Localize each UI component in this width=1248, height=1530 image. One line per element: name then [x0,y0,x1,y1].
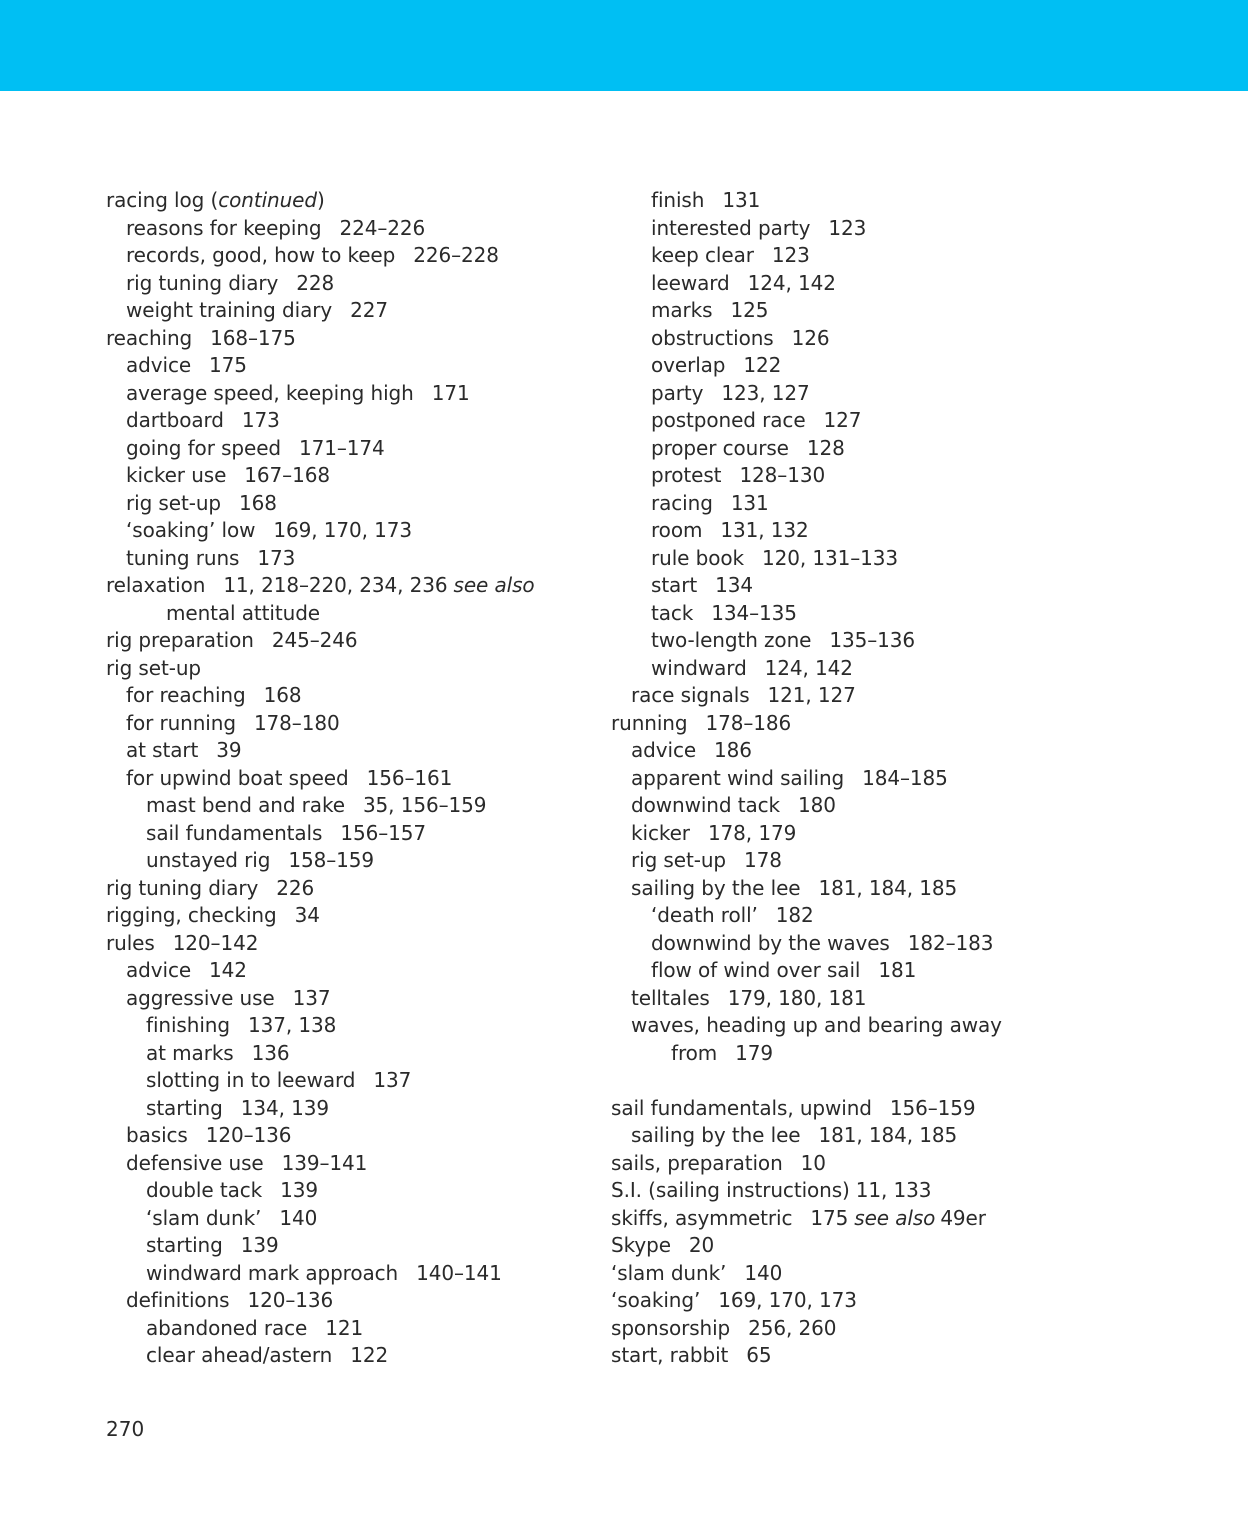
index-entry [106,875,576,903]
index-term: ‘slam dunk’ [611,1260,727,1285]
index-pages: 34 [294,903,320,927]
index-entry [106,1315,576,1343]
index-entry [611,820,1081,848]
index-pages: 124, 142 [764,655,853,680]
index-pages: 169, 170, 173 [718,1288,857,1312]
index-entry [106,1095,576,1123]
index-entry [611,270,1081,298]
index-entry [106,792,576,820]
index-pages: 11, 133 [855,1178,932,1202]
index-entry [106,737,576,765]
index-see-also-target: 49er [940,1205,986,1230]
index-entry [611,655,1081,683]
index-pages: 156–157 [340,820,426,845]
index-entry [611,545,1081,573]
index-pages: 173 [257,545,296,570]
index-term-emphasis: continued [218,188,317,212]
index-term: racing log ( [106,188,219,212]
index-pages: 65 [746,1343,772,1367]
index-term: keep clear [651,243,754,267]
index-term: ‘slam dunk’ [146,1205,262,1230]
index-term: records, good, how to keep [126,243,396,267]
index-term: sailing by the lee [631,875,801,900]
index-pages: 136 [251,1040,290,1065]
index-term: race signals [631,683,750,707]
index-pages: 140 [744,1260,783,1285]
index-entry [106,600,576,628]
index-term: sailing by the lee [631,1123,801,1147]
index-term: mast bend and rake [146,793,345,817]
index-entry [106,655,576,683]
index-pages: 139–141 [281,1150,368,1175]
index-entry [611,1040,1081,1068]
index-pages: 226–228 [413,243,499,267]
index-pages: 142 [209,958,247,982]
index-entry [106,187,576,215]
index-pages: 178–180 [253,710,340,735]
index-see-also: see also [453,573,535,597]
index-pages: 120–136 [205,1123,292,1147]
index-term: two-length zone [651,628,812,652]
page-number: 270 [106,1417,145,1441]
index-entry [611,737,1081,765]
index-entry [611,380,1081,408]
index-pages: 122 [743,353,782,377]
index-pages: 131 [722,188,761,212]
index-term: clear ahead/astern [146,1343,333,1367]
index-entry [106,627,576,655]
index-term: at marks [146,1040,234,1065]
index-entry [611,1150,1081,1178]
index-entry [106,1287,576,1315]
index-entry [106,297,576,325]
index-entry [611,1012,1081,1040]
index-term: tack [651,600,694,625]
index-pages: 140 [279,1205,318,1230]
index-term: basics [126,1123,188,1147]
index-entry [611,1232,1081,1260]
index-term: aggressive use [126,985,275,1010]
index-entry [106,270,576,298]
index-term: postponed race [651,408,806,432]
index-term: finish [651,188,705,212]
index-entry [611,1095,1081,1123]
index-entry [611,1287,1081,1315]
index-entry [611,572,1081,600]
index-term: rig set-up [126,490,221,515]
index-entry [611,1122,1081,1150]
index-term: skiffs, asymmetric [611,1205,793,1230]
index-pages: 186 [714,738,752,762]
index-term: going for speed [126,435,281,460]
index-pages: 171 [431,380,470,405]
index-pages: 121, 127 [767,683,856,707]
index-term: windward mark approach [146,1260,399,1285]
index-entry [106,957,576,985]
index-term: apparent wind sailing [631,765,845,790]
index-pages: 139 [280,1178,318,1202]
index-term: reasons for keeping [126,215,322,240]
index-entry [106,985,576,1013]
index-entry [611,1205,1081,1233]
index-pages: 168 [263,683,302,707]
index-entry [106,847,576,875]
index-term: abandoned race [146,1315,308,1340]
index-term: for reaching [126,683,246,707]
index-term: advice [126,353,192,377]
index-term: rules [106,930,155,955]
index-entry [611,875,1081,903]
index-pages: 156–161 [366,765,453,790]
index-entry [106,545,576,573]
index-term: reaching [106,325,193,350]
index-entry [611,627,1081,655]
index-pages: 182 [775,903,814,927]
index-entry [611,325,1081,353]
index-pages: 140–141 [416,1260,502,1285]
index-term: ‘soaking’ [611,1288,701,1312]
index-entry [106,1150,576,1178]
index-term: start, rabbit [611,1343,729,1367]
index-term: running [611,710,688,735]
index-entry [106,765,576,793]
index-entry [611,242,1081,270]
index-pages: 10 [800,1150,826,1175]
index-term: downwind tack [631,793,780,817]
index-gap [611,1067,1081,1095]
index-entry [106,710,576,738]
index-entry [106,682,576,710]
index-pages: 175 [209,353,247,377]
index-pages: 178, 179 [707,820,797,845]
index-term: double tack [146,1178,263,1202]
index-term: proper course [651,435,789,460]
index-pages: 128–130 [739,463,826,487]
index-pages: 39 [216,738,242,762]
index-entry [106,242,576,270]
index-entry [611,297,1081,325]
index-pages: 178–186 [705,710,792,735]
index-pages: 158–159 [288,848,374,872]
index-term: ‘death roll’ [651,903,758,927]
index-pages: 131 [730,490,769,515]
index-term: at start [126,738,199,762]
index-pages: 180 [797,793,836,817]
index-entry [106,1342,576,1370]
index-pages: 35, 156–159 [362,793,487,817]
index-entry [106,1205,576,1233]
index-term: unstayed rig [146,848,271,872]
index-pages: 228 [296,270,335,295]
index-entry [611,710,1081,738]
index-entry [611,957,1081,985]
index-pages: 226 [276,875,315,900]
index-pages: 181 [878,958,917,982]
index-pages: 173 [241,408,280,432]
index-pages: 126 [791,325,830,350]
index-entry [106,380,576,408]
index-term: room [651,518,703,542]
index-entry [611,187,1081,215]
index-entry [106,325,576,353]
index-term: sponsorship [611,1315,731,1340]
index-pages: 11, 218–220, 234, 236 [223,573,448,597]
index-pages: 120–136 [247,1288,334,1312]
index-term: rig set-up [631,848,726,872]
index-pages: 227 [350,298,388,322]
index-pages: 122 [350,1343,389,1367]
index-entry [611,1342,1081,1370]
index-entry [106,215,576,243]
index-term: marks [651,298,713,322]
index-pages: 256, 260 [748,1315,837,1340]
index-entry [611,600,1081,628]
index-entry [106,407,576,435]
index-pages: 128 [806,435,845,460]
index-pages: 224–226 [339,215,426,240]
index-pages: 124, 142 [747,270,836,295]
index-term: obstructions [651,325,774,350]
index-entry [611,847,1081,875]
index-pages: 137 [373,1068,412,1092]
index-term: telltales [631,985,710,1010]
index-pages: 156–159 [889,1095,976,1120]
index-term: advice [126,958,192,982]
index-entry [106,1260,576,1288]
index-term: for running [126,710,236,735]
index-entry [611,902,1081,930]
index-entry [106,1012,576,1040]
index-pages: 178 [744,848,782,872]
index-pages: 167–168 [244,463,330,487]
index-entry [106,490,576,518]
index-entry [611,985,1081,1013]
index-term: tuning runs [126,545,240,570]
index-pages: 175 [810,1205,849,1230]
index-column-right [611,187,1081,1370]
index-entry [611,1260,1081,1288]
index-entry [611,435,1081,463]
index-pages: 139 [240,1233,279,1257]
index-entry [611,490,1081,518]
index-term: start [651,573,698,597]
index-term: protest [651,463,722,487]
index-pages: 120–142 [172,930,259,955]
index-entry [611,930,1081,958]
index-term: for upwind boat speed [126,765,349,790]
index-pages: 184–185 [862,765,948,790]
index-term: overlap [651,353,726,377]
index-entry [106,1067,576,1095]
index-term: interested party [651,215,811,240]
index-term: dartboard [126,408,224,432]
index-pages: 181, 184, 185 [818,875,958,900]
index-entry [106,462,576,490]
index-entry [106,1122,576,1150]
index-pages: 131, 132 [720,518,809,542]
index-term: average speed, keeping high [126,380,414,405]
index-term: sails, preparation [611,1150,783,1175]
index-pages: 127 [823,408,862,432]
index-term: rule book [651,545,744,570]
index-entry [611,215,1081,243]
index-pages: 137, 138 [247,1013,337,1037]
index-term: sail fundamentals [146,820,323,845]
index-term: defensive use [126,1150,264,1175]
index-entry [611,1315,1081,1343]
index-term: finishing [146,1013,230,1037]
index-pages: 123 [828,215,867,240]
index-term: relaxation [106,573,206,597]
index-term-suffix: ) [316,188,325,212]
index-pages: 123 [771,243,810,267]
index-pages: 134, 139 [240,1095,329,1120]
index-term: S.I. (sailing instructions) [611,1178,850,1202]
index-term: downwind by the waves [651,930,890,955]
index-term: rig preparation [106,628,254,652]
index-term: from [671,1040,718,1065]
index-pages: 179 [735,1040,774,1065]
index-term: mental attitude [166,600,320,625]
index-term: starting [146,1233,223,1257]
index-pages: 181, 184, 185 [818,1123,958,1147]
index-pages: 121 [325,1315,364,1340]
index-pages: 134 [715,573,753,597]
index-entry [611,765,1081,793]
index-term: rigging, checking [106,903,277,927]
index-pages: 135–136 [829,628,916,652]
index-entry [611,792,1081,820]
index-entry [106,1040,576,1068]
index-entry [106,930,576,958]
index-pages: 245–246 [271,628,358,652]
index-term: kicker [631,820,690,845]
header-banner [0,0,1248,91]
index-entry [106,517,576,545]
index-term: Skype [611,1233,671,1257]
index-entry [611,682,1081,710]
index-entry [611,462,1081,490]
index-pages: 179, 180, 181 [727,985,867,1010]
index-term: weight training diary [126,298,333,322]
index-term: rig set-up [106,655,201,680]
index-term: advice [631,738,697,762]
index-pages: 123, 127 [721,380,810,405]
index-term: flow of wind over sail [651,958,861,982]
index-term: starting [146,1095,223,1120]
index-pages: 169, 170, 173 [273,518,413,542]
index-entry [106,820,576,848]
index-term: leeward [651,270,730,295]
index-entry [611,1177,1081,1205]
index-pages: 171–174 [299,435,385,460]
index-entry [106,1232,576,1260]
index-pages: 125 [730,298,769,322]
index-term: slotting in to leeward [146,1068,356,1092]
index-term: windward [651,655,747,680]
index-pages: 182–183 [907,930,994,955]
index-entry [611,352,1081,380]
index-term: ‘soaking’ low [126,518,256,542]
index-pages: 120, 131–133 [761,545,899,570]
index-term: racing [651,490,713,515]
index-entry [106,352,576,380]
index-entry [106,572,576,600]
index-term: party [651,380,704,405]
index-pages: 168–175 [210,325,296,350]
index-term: kicker use [126,463,227,487]
index-term: definitions [126,1288,230,1312]
index-pages: 20 [688,1233,715,1257]
index-term: waves, heading up and bearing away [631,1013,1002,1037]
index-column-left [106,187,576,1370]
index-term: rig tuning diary [106,875,259,900]
index-pages: 168 [239,490,277,515]
index-entry [106,435,576,463]
index-entry [611,407,1081,435]
index-term: sail fundamentals, upwind [611,1095,872,1120]
index-entry [611,517,1081,545]
index-term: rig tuning diary [126,270,279,295]
index-entry [106,1177,576,1205]
index-entry [106,902,576,930]
index-pages: 137 [292,985,331,1010]
index-pages: 134–135 [711,600,797,625]
index-see-also: see also [854,1205,936,1230]
